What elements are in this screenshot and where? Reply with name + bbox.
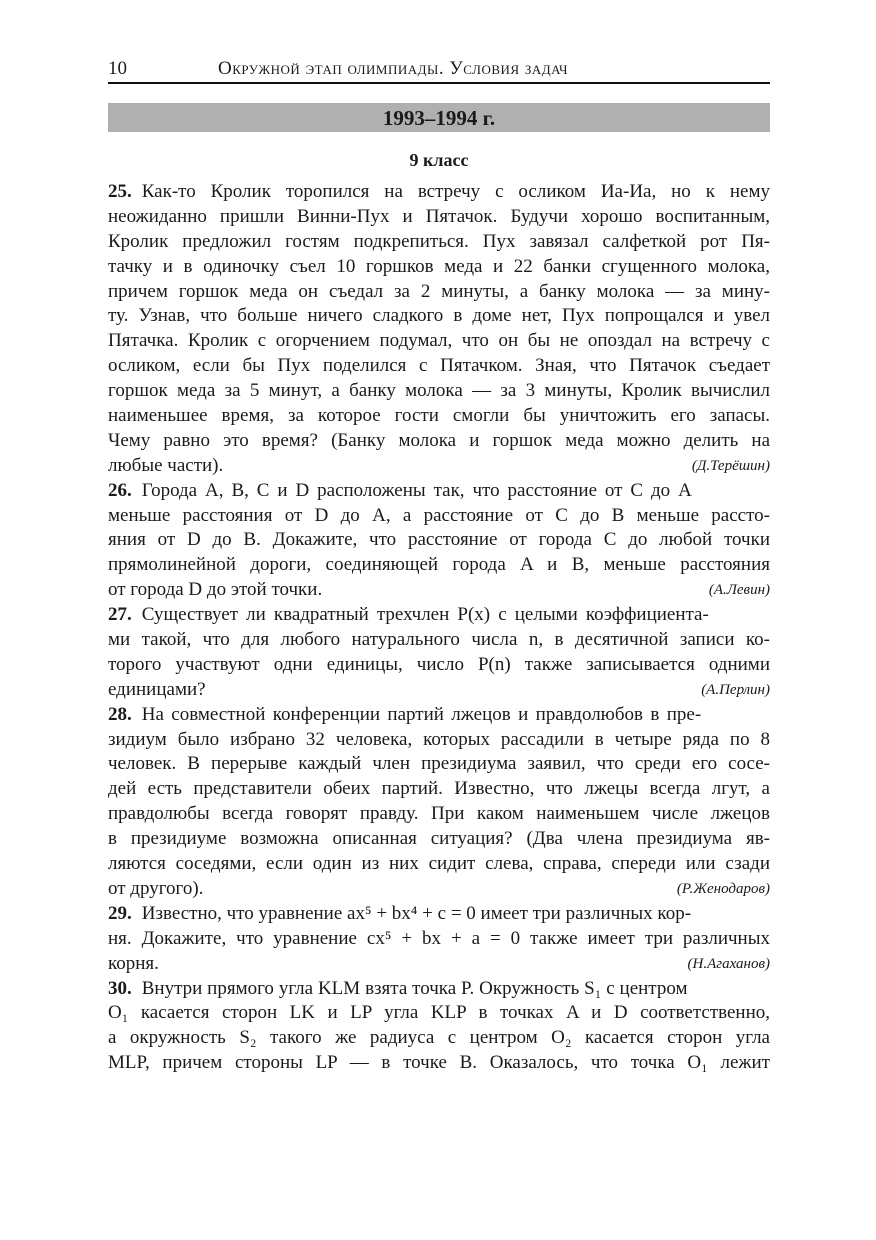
line-text: в президиуме возможна описанная ситуация? (Два члена президиума яв- xyxy=(108,828,770,850)
line-text: единицами? xyxy=(108,678,206,700)
problem-line xyxy=(108,777,770,802)
problem-line xyxy=(108,728,770,753)
problem-line xyxy=(108,927,770,952)
problem-line xyxy=(108,329,770,354)
line-text: Пятачка. Кролик с огорчением подумал, что он бы не опоздал на встречу с xyxy=(108,330,770,352)
line-text: дей есть представители обеих партий. Известно, что лжецы всегда лгут, а xyxy=(108,778,770,800)
line-text: ми такой, что для любого натурального числа n, в десятичной записи ко- xyxy=(108,629,770,651)
problem-line xyxy=(108,977,770,1002)
line-text: правдолюбы всегда говорят правду. При каком наименьшем числе лжецов xyxy=(108,803,770,825)
problem-line xyxy=(108,703,770,728)
problem-line xyxy=(108,404,770,429)
problem-line xyxy=(108,827,770,852)
grade-heading: 9 класс xyxy=(409,150,469,170)
line-text: Города A, B, C и D расположены так, что расстояние от C до A xyxy=(141,479,692,501)
problem-line xyxy=(108,429,770,454)
problem-line xyxy=(108,479,770,504)
line-text: от другого). xyxy=(108,877,204,899)
problem-28 xyxy=(108,703,770,902)
problem-line xyxy=(108,255,770,280)
problem-line xyxy=(108,354,770,379)
problem-line xyxy=(108,553,770,578)
problem-author: (А.Перлин) xyxy=(701,681,770,698)
line-text: MLP, причем стороны LP — в точке B. Оказалось, что точка O₁ лежит xyxy=(108,1052,770,1074)
problem-number: 30. xyxy=(108,977,132,999)
problem-number: 28. xyxy=(108,703,132,725)
page-header xyxy=(108,56,770,84)
line-text: корня. xyxy=(108,952,159,974)
line-text: тачку и в одиночку съел 10 горшков меда и 22 банки сгущенного молока, xyxy=(108,255,770,277)
line-text: яния от D до B. Докажите, что расстояние от города C до любой точки xyxy=(108,529,770,551)
line-text: ляются соседями, если один из них сидит слева, справа, спереди или сзади xyxy=(108,853,770,875)
problem-line xyxy=(108,653,770,678)
line-text: Как-то Кролик торопился на встречу с осликом Иа-Иа, но к нему xyxy=(141,181,770,202)
problem-author: (Д.Терёшин) xyxy=(691,457,770,474)
line-text: ту. Узнав, что больше ничего сладкого в доме нет, Пух попрощался и увел xyxy=(108,305,770,327)
problem-line xyxy=(108,852,770,877)
problem-author: (Н.Агаханов) xyxy=(687,955,770,972)
problem-line xyxy=(108,1001,770,1026)
line-text: причем горшок меда он съедал за 2 минуты, а банку молока — за мину- xyxy=(108,280,770,302)
problem-author: (А.Левин) xyxy=(708,582,770,599)
problem-27 xyxy=(108,603,770,703)
line-text: осликом, если бы Пух поделился с Пятачком. Зная, что Пятачок съедает xyxy=(108,355,770,377)
problem-number: 25. xyxy=(108,181,132,202)
line-text: Известно, что уравнение ax⁵ + bx⁴ + c = 0 имеет три различных кор- xyxy=(141,902,692,924)
problem-26 xyxy=(108,479,770,603)
line-text: наименьшее время, за которое гости смогли бы уничтожить его запасы. xyxy=(108,405,770,427)
line-text: зидиум было избрано 32 человека, которых рассадили в четыре ряда по 8 xyxy=(108,728,770,750)
problem-line xyxy=(108,1026,770,1051)
line-text: На совместной конференции партий лжецов и правдолюбов в пре- xyxy=(141,703,702,725)
problem-number: 26. xyxy=(108,479,132,501)
problem-number: 27. xyxy=(108,604,132,626)
line-text: горшок меда за 5 минут, а банку молока — за 3 минуты, Кролик вычислил xyxy=(108,380,770,402)
line-text: а окружность S₂ такого же радиуса с центром O₂ касается сторон угла xyxy=(108,1027,770,1049)
year-heading: 1993–1994 г. xyxy=(108,103,770,132)
problem-line xyxy=(108,1051,770,1076)
problem-line xyxy=(108,902,770,927)
problem-author: (Р.Женодаров) xyxy=(676,880,770,897)
line-text: Внутри прямого угла KLM взята точка P. Окружность S₁ с центром xyxy=(141,977,688,999)
line-text: O₁ касается сторон LK и LP угла KLP в точках A и D соответственно, xyxy=(108,1002,770,1024)
problem-number: 29. xyxy=(108,902,132,924)
problem-line xyxy=(108,230,770,255)
problem-25 xyxy=(108,180,770,479)
running-title: Окружной этап олимпиады. Условия задач xyxy=(218,58,568,79)
line-text: неожиданно пришли Винни-Пух и Пятачок. Будучи хорошо воспитанным, xyxy=(108,205,770,227)
line-text: ня. Докажите, что уравнение cx⁵ + bx + a = 0 также имеет три различных xyxy=(108,927,770,949)
problem-line xyxy=(108,752,770,777)
problem-29 xyxy=(108,902,770,977)
line-text: Кролик предложил гостям подкрепиться. Пух завязал салфеткой рот Пя- xyxy=(108,230,770,252)
problem-line xyxy=(108,528,770,553)
page-number: 10 xyxy=(108,58,127,79)
problem-line xyxy=(108,877,770,902)
line-text: меньше расстояния от D до A, а расстояние от C до B меньше рассто- xyxy=(108,504,770,526)
line-text: Чему равно это время? (Банку молока и горшок меда можно делить на xyxy=(108,429,770,451)
problem-line xyxy=(108,678,770,703)
problem-line xyxy=(108,952,770,977)
line-text: торого участвуют одни единицы, число P(n) также записывается одними xyxy=(108,653,770,675)
problem-line xyxy=(108,454,770,479)
line-text: прямолинейной дороги, соединяющей города A и B, меньше расстояния xyxy=(108,554,770,576)
problem-30 xyxy=(108,977,770,1077)
line-text: человек. В перерыве каждый член президиума заявил, что среди его сосе- xyxy=(108,753,770,775)
problem-line xyxy=(108,205,770,230)
line-text: любые части). xyxy=(108,454,224,476)
problem-line xyxy=(108,578,770,603)
problem-line xyxy=(108,802,770,827)
problem-line xyxy=(108,304,770,329)
problem-line xyxy=(108,603,770,628)
problems-list xyxy=(108,180,770,1076)
line-text: от города D до этой точки. xyxy=(108,579,323,601)
problem-line xyxy=(108,180,770,205)
problem-line xyxy=(108,280,770,305)
problem-line xyxy=(108,628,770,653)
problem-line xyxy=(108,379,770,404)
line-text: Существует ли квадратный трехчлен P(x) с целыми коэффициента- xyxy=(141,604,709,626)
problem-line xyxy=(108,504,770,529)
